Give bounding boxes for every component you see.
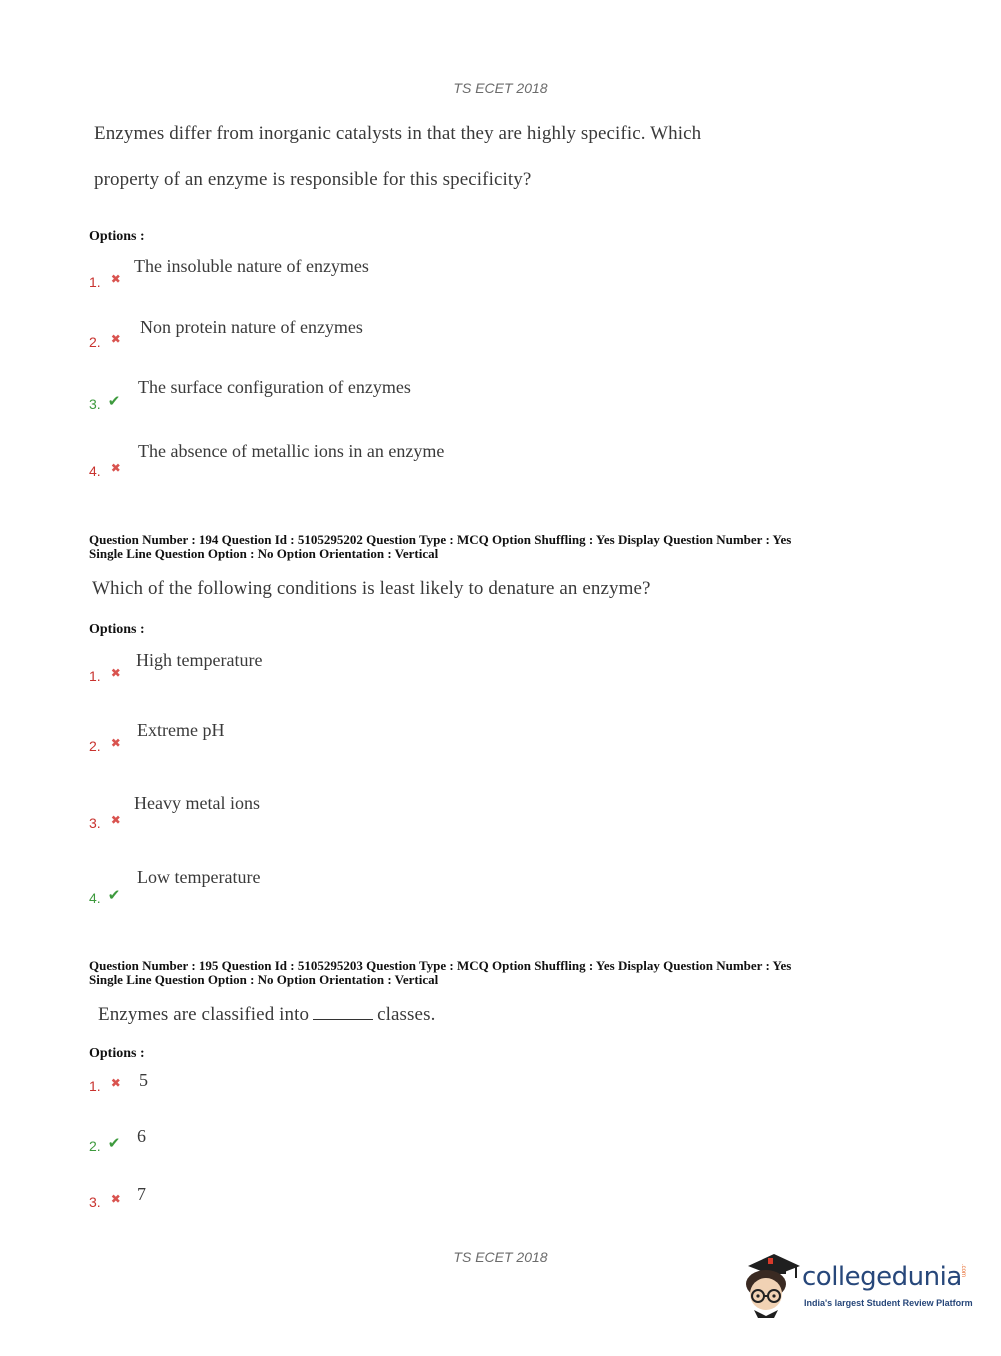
option-number: 2. [89,334,101,350]
option-text: High temperature [136,650,263,670]
logo-tagline: India's largest Student Review Platform [804,1298,973,1308]
answer-blank [313,1018,373,1020]
option-text: 5 [139,1070,148,1090]
wrong-mark-icon: ✖ [110,1192,121,1206]
option-item [89,1078,121,1096]
question-text [98,1004,435,1026]
option-text: The insoluble nature of enzymes [134,256,369,276]
option-number: 3. [89,396,101,412]
option-item [89,1134,121,1156]
option-text: 7 [137,1184,146,1204]
wrong-mark-icon: ✖ [110,332,121,346]
option-number: 2. [89,738,101,754]
option-item [89,886,121,908]
option-number: 3. [89,1194,101,1210]
option-item [89,392,121,414]
option-number: 2. [89,1138,101,1154]
options-label: Options : [89,229,145,244]
question-meta-line1: Question Number : 194 Question Id : 5105295202 Question Type : MCQ Option Shuffling : Yes Display Question Number : Yes [89,532,792,547]
option-item [89,1194,121,1212]
question-meta-line1: Question Number : 195 Question Id : 5105295203 Question Type : MCQ Option Shuffling : Yes Display Question Number : Yes [89,958,792,973]
page-header: TS ECET 2018 [453,80,548,96]
option-text: Heavy metal ions [134,793,260,813]
option-number: 4. [89,463,101,479]
option-number: 1. [89,668,101,684]
option-text: The absence of metallic ions in an enzyme [138,441,445,461]
wrong-mark-icon: ✖ [110,1076,121,1090]
question-text-before-blank: Enzymes are classified into [98,1004,310,1025]
options-label: Options : [89,622,145,637]
correct-check-icon: ✔ [107,1134,121,1152]
option-item [89,815,121,833]
wrong-mark-icon: ✖ [110,461,121,475]
question-text-line2: property of an enzyme is responsible for this specificity? [94,169,532,190]
wrong-mark-icon: ✖ [110,736,121,750]
logo-com: .com [960,1264,966,1278]
option-text: The surface configuration of enzymes [138,377,411,397]
option-number: 4. [89,890,101,906]
question-text: Which of the following conditions is least likely to denature an enzyme? [92,578,651,599]
option-text: Low temperature [137,867,261,887]
logo-name: collegedunia [802,1262,962,1292]
option-number: 3. [89,815,101,831]
question-meta-line2: Single Line Question Option : No Option Orientation : Vertical [89,972,439,987]
option-item [89,274,121,292]
option-text: 6 [137,1126,146,1146]
option-item [89,334,121,352]
correct-check-icon: ✔ [107,392,121,410]
collegedunia-logo [738,1248,978,1320]
question-text-after-blank: classes. [377,1004,436,1025]
wrong-mark-icon: ✖ [110,272,121,286]
option-number: 1. [89,1078,101,1094]
graduate-mascot-icon [738,1248,800,1318]
option-item [89,463,121,481]
page-footer: TS ECET 2018 [453,1249,548,1265]
option-item [89,668,121,686]
wrong-mark-icon: ✖ [110,813,121,827]
option-text: Extreme pH [137,720,225,740]
options-label: Options : [89,1046,145,1061]
correct-check-icon: ✔ [107,886,121,904]
option-text: Non protein nature of enzymes [140,317,363,337]
question-meta-line2: Single Line Question Option : No Option Orientation : Vertical [89,546,439,561]
wrong-mark-icon: ✖ [110,666,121,680]
option-number: 1. [89,274,101,290]
question-text-line1: Enzymes differ from inorganic catalysts in that they are highly specific. Which [94,123,702,144]
option-item [89,738,121,756]
